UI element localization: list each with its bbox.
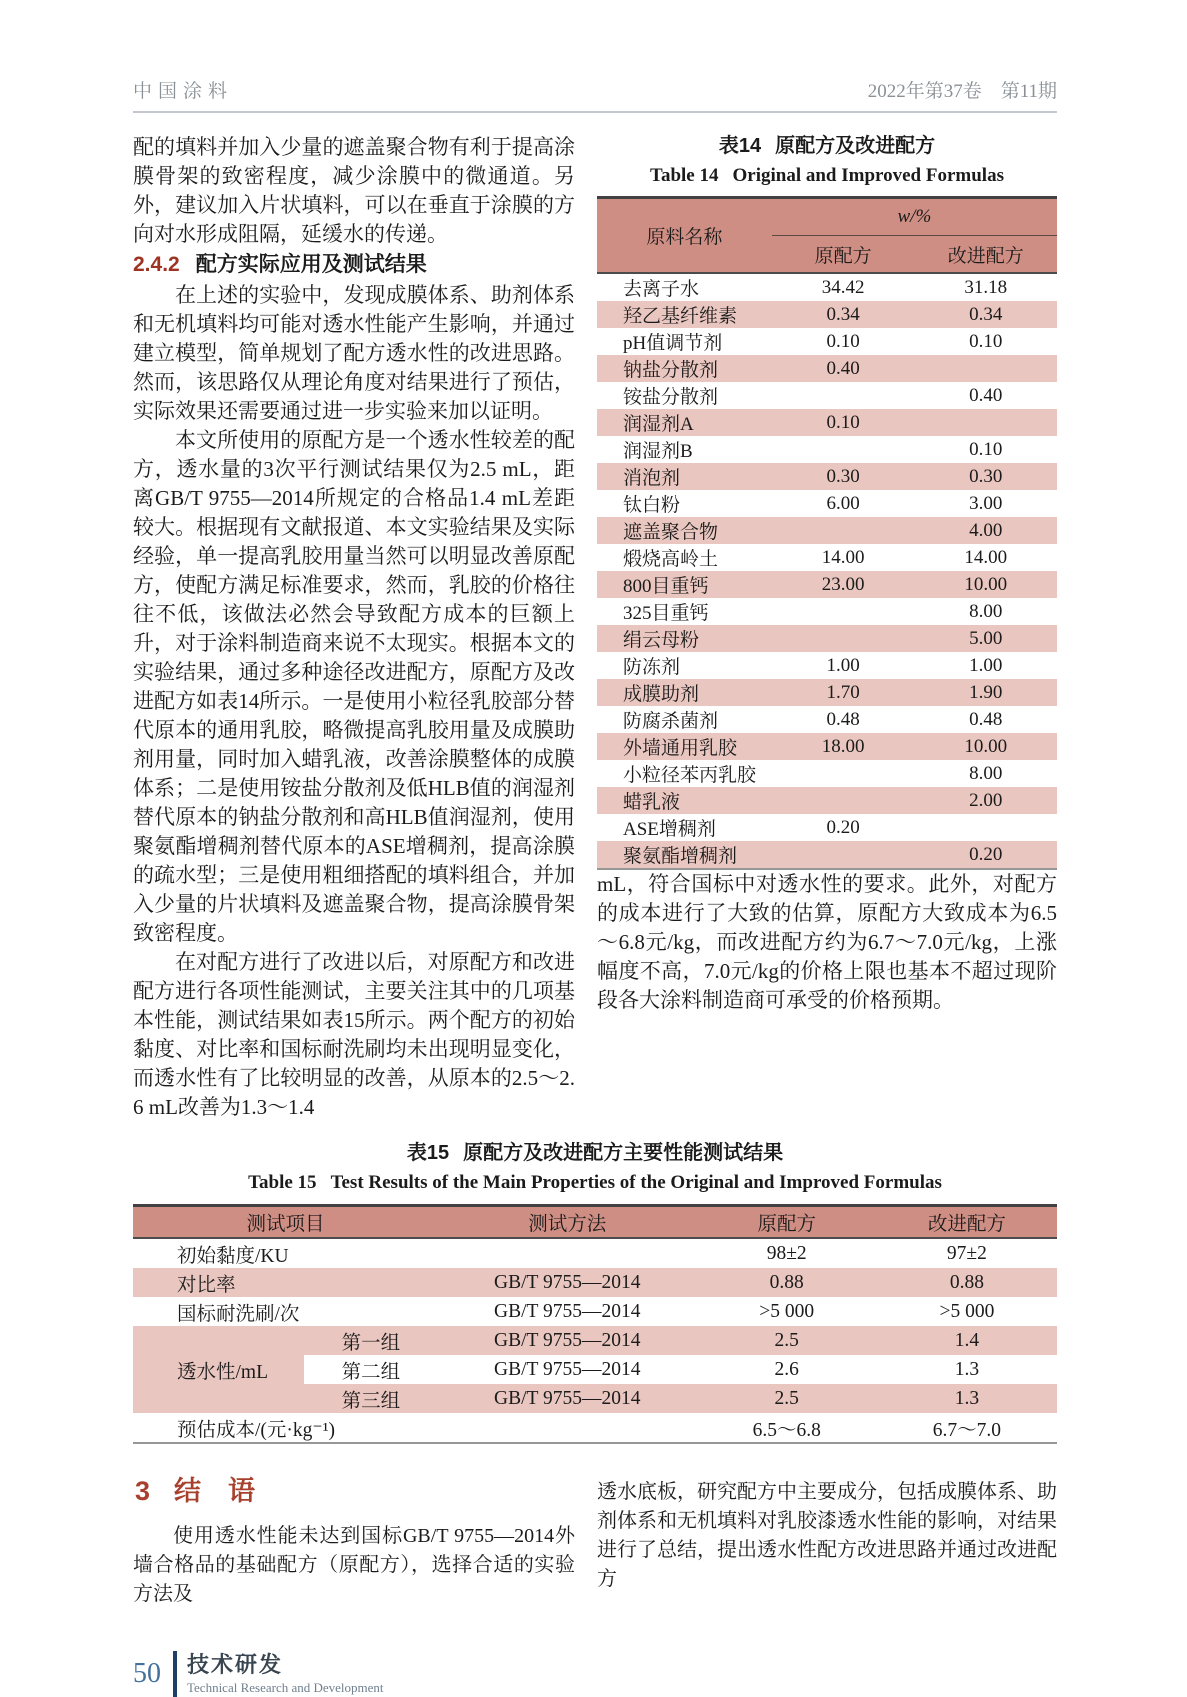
original-value: 0.88 [697, 1268, 877, 1297]
table-row [597, 382, 1057, 409]
col-header-improved: 改进配方 [877, 1206, 1057, 1239]
original-value: >5 000 [697, 1297, 877, 1326]
original-value: 18.00 [821, 735, 865, 757]
improved-value: 8.00 [969, 762, 1003, 784]
improved-value: 1.3 [877, 1355, 1057, 1384]
improved-value [914, 355, 1057, 382]
material-name: 润湿剂B [623, 441, 693, 462]
original-value [772, 841, 915, 869]
improved-value: 2.00 [969, 789, 1003, 811]
paragraph: 本文所使用的原配方是一个透水性较差的配方，透水量的3次平行测试结果仅为2.5 mL，距离GB/T 9755—2014所规定的合格品1.4 mL差距较大。根据现有文献报道、本文实验结果及实际经验，单一提高乳胶用量当然可以明显改善原配方，使配方满足标准要求，然而，乳胶的价格往往不低，该做法必然会导致配方成本的巨额上升，对于涂料制造商来说不太现实。根据本文的实验结果，通过多种途径改进配方，原配方及改进配方如表14所示。一是使用小粒径乳胶部分替代原本的通用乳胶，略微提高乳胶用量及成膜助剂用量，同时加入蜡乳液，改善涂膜整体的成膜体系；二是使用铵盐分散剂及低HLB值的润湿剂替代原本的钠盐分散剂和高HLB值润湿剂，使用聚氨酯增稠剂替代原本的ASE增稠剂，提高涂膜的疏水型；三是使用粗细搭配的填料组合，并加入少量的片状填料及遮盖聚合物，提高涂膜骨架致密程度。 [133, 428, 575, 945]
improved-value: 4.00 [969, 519, 1003, 541]
original-value: 2.5 [697, 1384, 877, 1413]
material-name: 小粒径苯丙乳胶 [623, 765, 757, 786]
table-row [597, 706, 1057, 733]
original-value: 6.5～6.8 [697, 1413, 877, 1443]
original-value: 14.00 [821, 546, 865, 568]
table14-label-zh: 表14 [718, 135, 762, 157]
table15-caption-en: Test Results of the Main Properties of the Original and Improved Formulas [330, 1172, 942, 1193]
table-row [597, 652, 1057, 679]
page-footer [133, 1651, 1057, 1697]
material-name: 成膜助剂 [623, 684, 700, 705]
paragraph: 使用透水性能未达到国标GB/T 9755—2014外墙合格品的基础配方（原配方），选择合适的实验方法及 [133, 1525, 575, 1605]
issue-info: 2022年第37卷 第11期 [867, 81, 1057, 102]
material-name: 蜡乳液 [623, 792, 681, 813]
test-group: 第二组 [304, 1355, 438, 1384]
material-name: 铵盐分散剂 [623, 387, 719, 408]
original-value [772, 382, 915, 409]
original-value: 2.6 [697, 1355, 877, 1384]
material-name: 羟乙基纤维素 [623, 306, 738, 327]
table-row [597, 544, 1057, 571]
original-value: 0.10 [826, 411, 860, 433]
improved-value: 6.7～7.0 [877, 1413, 1057, 1443]
improved-value [914, 814, 1057, 841]
material-name: 润湿剂A [623, 414, 694, 435]
table14-body [597, 273, 1057, 869]
original-value: 2.5 [697, 1326, 877, 1355]
material-name: 煅烧高岭土 [623, 549, 719, 570]
improved-value: 10.00 [964, 573, 1008, 595]
table15-label-en: Table 15 [248, 1172, 317, 1193]
improved-value: 31.18 [964, 276, 1008, 298]
table14-title [597, 133, 1057, 188]
page-number: 50 [133, 1658, 161, 1689]
improved-value: 10.00 [964, 735, 1008, 757]
table-row [133, 1238, 1057, 1268]
improved-value: 14.00 [964, 546, 1008, 568]
table-row [597, 436, 1057, 463]
material-name: 去离子水 [623, 279, 700, 300]
table15-block [133, 1140, 1057, 1444]
paragraph: 在上述的实验中，发现成膜体系、助剂体系和无机填料均可能对透水性能产生影响，并通过建立模型，简单规划了配方透水性的改进思路。然而，该思路仅从理论角度对结果进行了预估，实际效果还需要通过进一步实验来加以证明。 [133, 283, 575, 423]
material-name: 325目重钙 [623, 603, 709, 624]
test-method [438, 1238, 697, 1268]
footer-column-zh: 技术研发 [187, 1651, 284, 1677]
table14-caption-zh: 原配方及改进配方 [775, 135, 936, 157]
test-method: GB/T 9755—2014 [438, 1384, 697, 1413]
original-value: 1.70 [826, 681, 860, 703]
test-method: GB/T 9755—2014 [438, 1355, 697, 1384]
original-value [772, 787, 915, 814]
original-value: 6.00 [826, 492, 860, 514]
table-row [597, 814, 1057, 841]
material-name: pH值调节剂 [623, 333, 723, 354]
table-row [597, 760, 1057, 787]
original-value: 0.30 [826, 465, 860, 487]
col-header-improved: 改进配方 [914, 236, 1057, 274]
conclusion-left-column [133, 1472, 575, 1609]
material-name: 聚氨酯增稠剂 [623, 846, 738, 867]
test-item: 对比率 [133, 1268, 438, 1297]
section-number: 3 [135, 1476, 151, 1506]
improved-value: 1.00 [969, 654, 1003, 676]
main-columns [133, 133, 1057, 1122]
subsection-title: 配方实际应用及测试结果 [195, 253, 427, 276]
material-name: 800目重钙 [623, 576, 709, 597]
table14-title-zh [597, 133, 1057, 160]
table14-caption-en: Original and Improved Formulas [732, 165, 1004, 186]
improved-value: 0.48 [969, 708, 1003, 730]
original-value: 0.20 [826, 816, 860, 838]
table-row [597, 409, 1057, 436]
table-row [597, 733, 1057, 760]
subsection-number: 2.4.2 [133, 253, 180, 276]
test-item: 初始黏度/KU [133, 1238, 438, 1268]
col-header-w-percent: w/% [772, 198, 1057, 236]
table-row [597, 328, 1057, 355]
test-method: GB/T 9755—2014 [438, 1268, 697, 1297]
improved-value: 0.20 [969, 843, 1003, 865]
table14-label-en: Table 14 [650, 165, 719, 186]
test-group: 第一组 [304, 1326, 438, 1355]
improved-value: 5.00 [969, 627, 1003, 649]
page-header [133, 76, 1057, 113]
improved-value: 0.10 [969, 438, 1003, 460]
col-header-test-item: 测试项目 [133, 1206, 438, 1239]
original-value: 1.00 [826, 654, 860, 676]
test-item: 国标耐洗刷/次 [133, 1297, 438, 1326]
table-row [597, 463, 1057, 490]
table-row [597, 301, 1057, 328]
original-value [772, 598, 915, 625]
test-method [438, 1413, 697, 1443]
test-method: GB/T 9755—2014 [438, 1326, 697, 1355]
table-row [597, 598, 1057, 625]
table-row [597, 841, 1057, 869]
table-row [597, 490, 1057, 517]
subsection-heading [133, 249, 575, 281]
original-value: 34.42 [821, 276, 865, 298]
original-value: 0.48 [826, 708, 860, 730]
paragraph: 在对配方进行了改进以后，对原配方和改进配方进行各项性能测试，主要关注其中的几项基本性能，测试结果如表15所示。两个配方的初始黏度、对比率和国标耐洗刷均未出现明显变化，而透水性有了比较明显的改善，从原本的2.5～2.6 mL改善为1.3～1.4 [133, 950, 575, 1119]
improved-value: 1.3 [877, 1384, 1057, 1413]
material-name: 防腐杀菌剂 [623, 711, 719, 732]
footer-column-info [187, 1653, 384, 1696]
table-row [597, 355, 1057, 382]
footer-column-en: Technical Research and Development [187, 1679, 384, 1695]
test-item: 预估成本/(元·kg⁻¹) [133, 1413, 438, 1443]
col-header-original: 原配方 [772, 236, 915, 274]
original-value [772, 760, 915, 787]
improved-value: 0.88 [877, 1268, 1057, 1297]
table-row [133, 1268, 1057, 1297]
paragraph: 透水底板，研究配方中主要成分，包括成膜体系、助剂体系和无机填料对乳胶漆透水性能的影响，对结果进行了总结，提出透水性配方改进思路并通过改进配方 [597, 1481, 1057, 1590]
footer-divider-bar [173, 1651, 177, 1697]
table15-title-en [133, 1170, 1057, 1195]
material-name: 遮盖聚合物 [623, 522, 719, 543]
material-name: 外墙通用乳胶 [623, 738, 738, 759]
improved-value: 0.34 [969, 303, 1003, 325]
table14-title-en [597, 163, 1057, 188]
improved-value: 97±2 [877, 1238, 1057, 1268]
table14 [597, 196, 1057, 870]
material-name: 钛白粉 [623, 495, 681, 516]
table-row [597, 517, 1057, 544]
original-value [772, 625, 915, 652]
original-value: 0.34 [826, 303, 860, 325]
original-value: 0.40 [826, 357, 860, 379]
material-name: 消泡剂 [623, 468, 681, 489]
table-row [597, 625, 1057, 652]
table15-label-zh: 表15 [406, 1142, 450, 1164]
original-value: 0.10 [826, 330, 860, 352]
col-header-material: 原料名称 [597, 198, 772, 274]
improved-value: 0.30 [969, 465, 1003, 487]
test-group: 第三组 [304, 1384, 438, 1413]
journal-name: 中国涂料 [133, 81, 234, 102]
table15 [133, 1204, 1057, 1444]
conclusion-right-column [597, 1472, 1057, 1609]
original-value: 23.00 [821, 573, 865, 595]
table-row [597, 273, 1057, 301]
table-row [597, 571, 1057, 598]
section-title: 结 语 [174, 1476, 256, 1506]
improved-value: 8.00 [969, 600, 1003, 622]
table15-header [133, 1206, 1057, 1239]
table-row [133, 1326, 1057, 1355]
table-row [133, 1413, 1057, 1443]
col-header-test-method: 测试方法 [438, 1206, 697, 1239]
table14-header [597, 198, 1057, 274]
improved-value: 1.90 [969, 681, 1003, 703]
material-name: 钠盐分散剂 [623, 360, 719, 381]
table-row [597, 679, 1057, 706]
table-row [133, 1297, 1057, 1326]
table15-title-zh [133, 1140, 1057, 1167]
paragraph-continuation: 配的填料并加入少量的遮盖聚合物有利于提高涂膜骨架的致密程度，减少涂膜中的微通道。另外，建议加入片状填料，可以在垂直于涂膜的方向对水形成阻隔，延缓水的传递。 [133, 135, 575, 246]
right-column [597, 133, 1057, 1122]
table15-title [133, 1140, 1057, 1195]
table15-body [133, 1238, 1057, 1443]
improved-value: 3.00 [969, 492, 1003, 514]
improved-value [914, 409, 1057, 436]
conclusion-section [133, 1472, 1057, 1609]
col-header-original: 原配方 [697, 1206, 877, 1239]
material-name: 绢云母粉 [623, 630, 700, 651]
improved-value: 0.10 [969, 330, 1003, 352]
test-item-permeability: 透水性/mL [133, 1326, 304, 1413]
improved-value: 1.4 [877, 1326, 1057, 1355]
material-name: 防冻剂 [623, 657, 681, 678]
original-value [772, 436, 915, 463]
section-heading [135, 1474, 575, 1508]
original-value [772, 517, 915, 544]
improved-value: >5 000 [877, 1297, 1057, 1326]
improved-value: 0.40 [969, 384, 1003, 406]
original-value: 98±2 [697, 1238, 877, 1268]
test-method: GB/T 9755—2014 [438, 1297, 697, 1326]
left-column [133, 133, 575, 1122]
material-name: ASE增稠剂 [623, 819, 716, 840]
paragraph-after-table14: mL，符合国标中对透水性的要求。此外，对配方的成本进行了大致的估算，原配方大致成本为6.5～6.8元/kg，而改进配方约为6.7～7.0元/kg，上涨幅度不高，7.0元/kg的价格上限也基本不超过现阶段各大涂料制造商可承受的价格预期。 [597, 872, 1057, 1012]
table-row [597, 787, 1057, 814]
table15-caption-zh: 原配方及改进配方主要性能测试结果 [463, 1142, 784, 1164]
